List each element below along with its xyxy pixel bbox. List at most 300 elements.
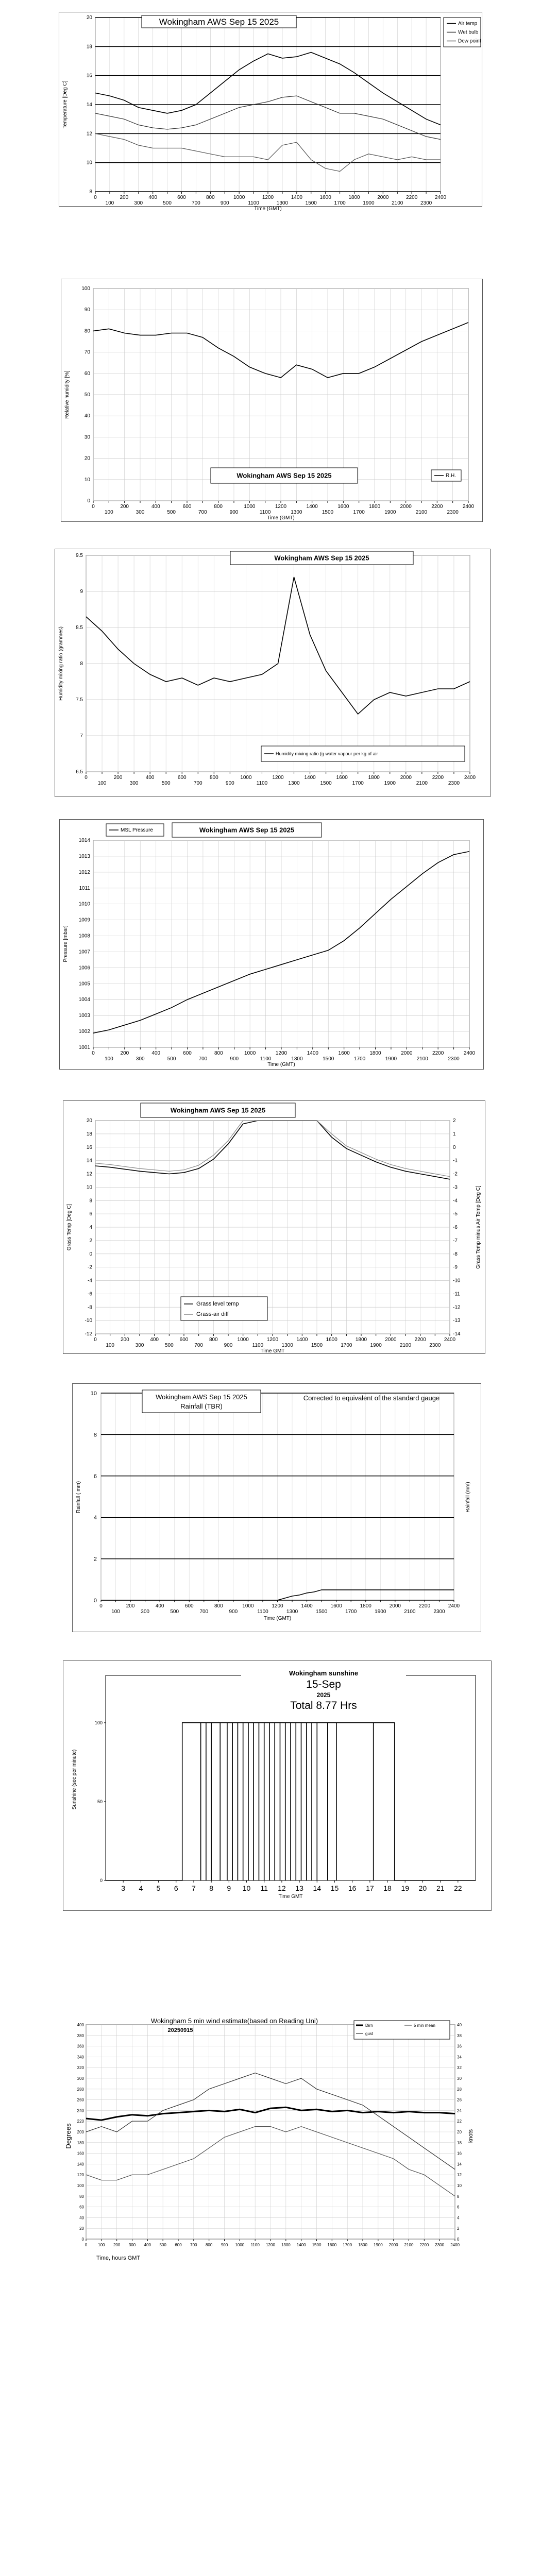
x-tick-label: 1700: [345, 1609, 357, 1615]
sunshine-chart: [63, 1661, 491, 1910]
x-tick-label: 500: [159, 2243, 166, 2247]
x-tick-label: 0: [92, 504, 95, 510]
y2-tick-label: -4: [453, 1198, 458, 1204]
temperature-chart: [59, 12, 482, 212]
x-tick-label: 2100: [404, 1609, 416, 1615]
x-tick-label: 1500: [316, 1609, 328, 1615]
y-axis-label: Rainfall ( mm): [76, 1481, 81, 1514]
x-tick-label: 200: [120, 1337, 129, 1343]
x-tick-label: 2100: [392, 200, 403, 206]
x-tick-label: 1300: [291, 510, 302, 515]
x-tick-label: 14: [313, 1884, 322, 1892]
x-tick-label: 800: [214, 1050, 223, 1056]
x-axis-label: Time (GMT): [254, 206, 282, 212]
y-tick-label: 100: [94, 1720, 103, 1725]
y-tick-label: 0: [81, 2237, 84, 2242]
x-tick-label: 1200: [266, 2243, 275, 2247]
x-tick-label: 1500: [320, 781, 332, 786]
x-tick-label: 2400: [464, 775, 476, 781]
x-tick-label: 1500: [305, 200, 317, 206]
x-tick-label: 1600: [327, 2243, 337, 2247]
y-tick-label: 1006: [78, 965, 90, 971]
y2-tick-label: 34: [457, 2055, 462, 2060]
y2-tick-label: -7: [453, 1238, 458, 1244]
x-tick-label: 13: [295, 1884, 303, 1892]
mixing-ratio-chart: [55, 549, 490, 796]
x-tick-label: 900: [229, 510, 239, 515]
x-tick-label: 600: [177, 195, 186, 200]
y-tick-label: 8: [93, 1432, 97, 1438]
y-tick-label: 140: [77, 2162, 84, 2167]
y-tick-label: 200: [77, 2130, 84, 2134]
y-tick-label: 260: [77, 2097, 84, 2103]
x-tick-label: 400: [150, 1337, 159, 1343]
chart-date: 20250915: [167, 2027, 193, 2033]
x-tick-label: 2300: [448, 781, 460, 786]
x-tick-label: 1100: [250, 2243, 260, 2247]
x-tick-label: 0: [84, 2243, 88, 2247]
x-axis-label: Time (GMT): [267, 1062, 295, 1067]
x-tick-label: 2200: [432, 1050, 444, 1056]
y-tick-label: 30: [84, 434, 90, 440]
x-tick-label: 5: [156, 1884, 161, 1892]
y-tick-label: 280: [77, 2087, 84, 2092]
x-tick-label: 22: [454, 1884, 462, 1892]
y2-tick-label: -5: [453, 1211, 458, 1217]
x-axis-label: Time, hours GMT: [96, 2255, 141, 2261]
x-tick-label: 0: [99, 1603, 103, 1609]
legend-label: Humidity mixing ratio (g water vapour per kg of air: [276, 751, 378, 756]
x-tick-label: 100: [98, 2243, 105, 2247]
x-tick-label: 1600: [319, 195, 331, 200]
x-tick-label: 6: [174, 1884, 178, 1892]
x-tick-label: 1600: [337, 504, 349, 510]
x-tick-label: 1900: [385, 1056, 397, 1062]
x-tick-label: 19: [401, 1884, 410, 1892]
grass-temp-chart-panel: [63, 1100, 485, 1354]
y-tick-label: 4: [89, 1225, 92, 1230]
chart-year: 2025: [316, 1691, 331, 1699]
x-tick-label: 1500: [322, 510, 334, 515]
x-tick-label: 2400: [448, 1603, 460, 1609]
x-tick-label: 600: [175, 2243, 182, 2247]
y-tick-label: 80: [79, 2194, 84, 2199]
y-tick-label: 70: [84, 349, 90, 355]
y2-tick-label: -12: [453, 1304, 461, 1311]
y2-tick-label: -13: [453, 1318, 461, 1324]
x-tick-label: 400: [151, 504, 160, 510]
x-tick-label: 1200: [272, 775, 284, 781]
y2-tick-label: -6: [453, 1225, 458, 1230]
y-tick-label: 1012: [78, 869, 90, 875]
x-tick-label: 700: [198, 510, 207, 515]
x-tick-label: 1800: [355, 1337, 367, 1343]
x-tick-label: 1600: [330, 1603, 342, 1609]
x-tick-label: 1700: [353, 510, 365, 515]
y-tick-label: -6: [88, 1291, 92, 1297]
x-tick-label: 900: [230, 1056, 239, 1062]
y-tick-label: 20: [79, 2226, 84, 2231]
x-tick-label: 1600: [336, 775, 348, 781]
x-tick-label: 1300: [288, 781, 300, 786]
y-tick-label: 80: [84, 328, 90, 334]
x-tick-label: 1600: [326, 1337, 337, 1343]
x-tick-label: 2300: [429, 1343, 441, 1348]
x-tick-label: 300: [129, 781, 139, 786]
y-tick-label: 9.5: [76, 553, 83, 558]
y2-tick-label: 28: [457, 2087, 462, 2092]
y-tick-label: 1008: [78, 933, 90, 939]
y-tick-label: 6.5: [76, 769, 83, 775]
y-tick-label: 1011: [79, 885, 90, 891]
y-tick-label: 40: [84, 413, 90, 419]
x-axis-label: Time (GMT): [263, 1616, 292, 1621]
x-tick-label: 900: [221, 2243, 228, 2247]
wind-chart: [64, 2018, 477, 2268]
x-tick-label: 1000: [235, 2243, 245, 2247]
x-tick-label: 1000: [244, 1050, 256, 1056]
x-tick-label: 2100: [399, 1343, 412, 1348]
x-tick-label: 1400: [296, 1337, 308, 1343]
y-tick-label: 50: [97, 1799, 103, 1804]
x-tick-label: 2000: [400, 775, 412, 781]
x-tick-label: 2000: [385, 1337, 397, 1343]
x-tick-label: 2100: [416, 781, 428, 786]
y-tick-label: 220: [77, 2119, 84, 2124]
y2-tick-label: 2: [457, 2226, 460, 2231]
y-tick-label: 20: [86, 1118, 92, 1124]
x-tick-label: 800: [209, 775, 218, 781]
y-tick-label: 4: [93, 1515, 97, 1521]
pressure-chart: [60, 820, 483, 1069]
x-tick-label: 100: [97, 781, 107, 786]
y2-tick-label: 10: [457, 2183, 462, 2188]
y-tick-label: 100: [77, 2183, 84, 2188]
y-tick-label: 40: [79, 2215, 84, 2221]
y2-tick-label: -3: [453, 1184, 458, 1191]
x-tick-label: 1700: [341, 1343, 352, 1348]
x-tick-label: 500: [161, 781, 171, 786]
x-tick-label: 1300: [281, 1343, 293, 1348]
x-tick-label: 1800: [368, 775, 380, 781]
chart-title: Wokingham AWS Sep 15 2025: [156, 1393, 247, 1401]
x-tick-label: 800: [214, 504, 223, 510]
x-tick-label: 11: [260, 1884, 268, 1892]
y-tick-label: 0: [99, 1878, 103, 1883]
y-tick-label: 8: [89, 189, 92, 195]
y-tick-label: 2: [89, 1238, 92, 1244]
x-tick-label: 2300: [420, 200, 432, 206]
x-tick-label: 1400: [291, 195, 302, 200]
y-axis-label: Pressure [mbar]: [63, 925, 69, 962]
x-tick-label: 2400: [434, 195, 447, 200]
y2-tick-label: 20: [457, 2130, 462, 2134]
y2-tick-label: 1: [453, 1131, 456, 1137]
y2-tick-label: 38: [457, 2033, 462, 2038]
y-tick-label: 1004: [78, 997, 90, 1003]
x-tick-label: 1900: [384, 510, 396, 515]
x-tick-label: 1200: [266, 1337, 279, 1343]
x-tick-label: 100: [105, 1056, 113, 1062]
x-tick-label: 1900: [384, 781, 396, 786]
y-axis-label: Humidity mixing ratio (grammes): [58, 626, 64, 701]
x-tick-label: 600: [184, 1603, 194, 1609]
x-tick-label: 1700: [353, 1056, 366, 1062]
x-tick-label: 600: [177, 775, 187, 781]
x-tick-label: 500: [170, 1609, 179, 1615]
mixing-ratio-chart-panel: [55, 549, 491, 797]
y2-tick-label: 22: [457, 2119, 462, 2124]
x-tick-label: 400: [148, 195, 158, 200]
chart-subtitle: Rainfall (TBR): [180, 1402, 223, 1410]
x-tick-label: 700: [192, 200, 200, 206]
x-tick-label: 0: [94, 195, 97, 200]
y2-tick-label: 16: [457, 2151, 462, 2156]
rainfall-chart-panel: [72, 1383, 481, 1632]
y-tick-label: -10: [84, 1318, 92, 1324]
x-tick-label: 1700: [352, 781, 364, 786]
legend-label: MSL Pressure: [121, 827, 153, 833]
y-tick-label: 20: [86, 15, 92, 21]
x-tick-label: 2300: [435, 2243, 445, 2247]
x-tick-label: 1900: [375, 1609, 386, 1615]
legend-label: Dirn: [365, 2023, 373, 2028]
x-tick-label: 200: [120, 195, 129, 200]
x-tick-label: 2000: [401, 1050, 413, 1056]
x-tick-label: 700: [194, 1343, 204, 1348]
y-axis-label: Degrees: [64, 2123, 72, 2149]
legend-label: Grass-air diff: [196, 1311, 229, 1317]
y-tick-label: 120: [77, 2173, 84, 2178]
x-tick-label: 1200: [275, 1050, 288, 1056]
x-tick-label: 1200: [262, 195, 274, 200]
x-tick-label: 1400: [306, 504, 318, 510]
y2-tick-label: 18: [457, 2140, 462, 2145]
x-tick-label: 2100: [415, 510, 428, 515]
y-tick-label: 20: [84, 455, 90, 462]
x-tick-label: 600: [179, 1337, 189, 1343]
y2-tick-label: 2: [453, 1118, 456, 1124]
y-tick-label: 16: [86, 73, 92, 79]
x-tick-label: 12: [278, 1884, 286, 1892]
x-tick-label: 900: [220, 200, 229, 206]
x-tick-label: 1900: [363, 200, 375, 206]
y-tick-label: 6: [93, 1473, 97, 1480]
x-tick-label: 21: [436, 1884, 445, 1892]
y-tick-label: 8: [80, 661, 83, 667]
x-tick-label: 2300: [448, 1056, 460, 1062]
x-tick-label: 900: [226, 781, 234, 786]
y2-tick-label: -8: [453, 1251, 458, 1257]
x-tick-label: 1200: [275, 504, 287, 510]
x-tick-label: 20: [418, 1884, 427, 1892]
x-tick-label: 2200: [432, 775, 444, 781]
y-tick-label: 18: [86, 44, 92, 50]
y-tick-label: -12: [84, 1331, 92, 1337]
y-tick-label: 10: [86, 1184, 92, 1191]
y-axis-label: Sunshine (sec per minute): [72, 1749, 77, 1810]
y-tick-label: 10: [86, 160, 92, 166]
x-tick-label: 2200: [414, 1337, 426, 1343]
x-tick-label: 2300: [447, 510, 459, 515]
x-tick-label: 800: [206, 195, 215, 200]
y2-tick-label: -9: [453, 1264, 458, 1270]
y-tick-label: -4: [88, 1278, 92, 1284]
chart-title: Wokingham AWS Sep 15 2025: [274, 554, 369, 562]
y-tick-label: 1001: [78, 1045, 90, 1050]
chart-title: Wokingham AWS Sep 15 2025: [170, 1106, 266, 1114]
x-tick-label: 1100: [259, 510, 271, 515]
wind-chart-panel: [64, 2018, 477, 2268]
x-tick-label: 400: [155, 1603, 164, 1609]
chart-total: Total 8.77 Hrs: [290, 1700, 357, 1711]
humidity-chart: [61, 279, 482, 521]
x-tick-label: 2200: [418, 1603, 431, 1609]
y-tick-label: 380: [77, 2033, 84, 2038]
y-tick-label: 300: [77, 2076, 84, 2081]
y-axis-label: Grass Temp [Deg C]: [66, 1204, 72, 1251]
x-tick-label: 9: [227, 1884, 231, 1892]
chart-title: Wokingham 5 min wind estimate(based on Reading Uni): [150, 2017, 318, 2025]
x-tick-label: 8: [209, 1884, 214, 1892]
y-tick-label: 9: [80, 589, 83, 595]
x-tick-label: 2200: [431, 504, 443, 510]
x-tick-label: 2400: [450, 2243, 460, 2247]
x-tick-label: 500: [167, 510, 176, 515]
chart-title: Wokingham AWS Sep 15 2025: [159, 16, 279, 27]
legend-label: Air temp: [458, 21, 478, 27]
y2-tick-label: 26: [457, 2097, 462, 2103]
x-tick-label: 700: [190, 2243, 197, 2247]
y-tick-label: 8: [89, 1198, 92, 1204]
x-tick-label: 0: [92, 1050, 95, 1056]
x-tick-label: 900: [229, 1609, 238, 1615]
x-tick-label: 100: [106, 1343, 115, 1348]
x-tick-label: 600: [183, 1050, 192, 1056]
x-tick-label: 900: [224, 1343, 233, 1348]
y-tick-label: 16: [86, 1144, 92, 1150]
x-tick-label: 2400: [444, 1337, 456, 1343]
chart-title: Wokingham AWS Sep 15 2025: [199, 826, 295, 834]
x-tick-label: 1300: [291, 1056, 303, 1062]
y2-axis-label: Rainfall (mm): [465, 1482, 471, 1513]
y-tick-label: 0: [93, 1598, 97, 1604]
x-tick-label: 200: [120, 504, 129, 510]
x-tick-label: 1800: [358, 2243, 367, 2247]
x-tick-label: 18: [383, 1884, 392, 1892]
y-tick-label: 7: [80, 733, 83, 739]
x-tick-label: 800: [205, 2243, 213, 2247]
y2-tick-label: 6: [457, 2205, 460, 2210]
x-tick-label: 2100: [416, 1056, 428, 1062]
y-tick-label: 1013: [78, 853, 90, 859]
x-tick-label: 200: [113, 775, 123, 781]
x-tick-label: 100: [104, 510, 113, 515]
y-tick-label: 8.5: [76, 625, 83, 631]
x-tick-label: 1100: [252, 1343, 264, 1348]
y-tick-label: 1009: [78, 917, 90, 923]
x-tick-label: 1100: [248, 200, 259, 206]
y-tick-label: 2: [93, 1556, 97, 1563]
y-tick-label: -2: [88, 1264, 92, 1270]
y2-tick-label: 24: [457, 2108, 462, 2113]
x-tick-label: 300: [135, 1343, 144, 1348]
y2-tick-label: 36: [457, 2044, 462, 2049]
x-tick-label: 300: [134, 200, 143, 206]
y-tick-label: -8: [88, 1304, 92, 1311]
x-tick-label: 7: [192, 1884, 196, 1892]
y2-tick-label: -2: [453, 1171, 458, 1177]
humidity-chart-panel: [61, 279, 483, 522]
x-tick-label: 2000: [400, 504, 412, 510]
y-tick-label: 1014: [78, 838, 90, 843]
x-tick-label: 1800: [368, 504, 381, 510]
x-tick-label: 3: [121, 1884, 126, 1892]
legend-label: 5 min mean: [414, 2023, 435, 2028]
y-tick-label: 400: [77, 2023, 84, 2027]
x-tick-label: 500: [167, 1056, 176, 1062]
x-tick-label: 1800: [360, 1603, 371, 1609]
x-tick-label: 1000: [237, 1337, 249, 1343]
x-tick-label: 1500: [312, 2243, 322, 2247]
x-tick-label: 1000: [240, 775, 252, 781]
y2-tick-label: -11: [453, 1291, 460, 1297]
y2-tick-label: 4: [457, 2215, 460, 2221]
x-tick-label: 1000: [242, 1603, 254, 1609]
y2-tick-label: 14: [457, 2162, 462, 2167]
x-tick-label: 1400: [304, 775, 316, 781]
legend-label: Wet bulb: [458, 29, 479, 36]
chart-date: 15-Sep: [306, 1679, 341, 1690]
y2-axis-label: knots: [468, 2129, 474, 2143]
x-tick-label: 300: [136, 510, 145, 515]
x-tick-label: 2200: [406, 195, 418, 200]
y-tick-label: 1010: [78, 901, 90, 907]
x-tick-label: 400: [145, 775, 155, 781]
x-tick-label: 500: [164, 1343, 174, 1348]
legend-label: gust: [365, 2031, 374, 2036]
x-tick-label: 1300: [286, 1609, 298, 1615]
y-tick-label: 1007: [78, 949, 90, 955]
x-tick-label: 2400: [463, 1050, 476, 1056]
y-tick-label: 160: [77, 2151, 84, 2156]
y-axis-label: Relative humidity [%]: [64, 370, 70, 419]
y2-tick-label: 8: [457, 2194, 460, 2199]
rainfall-chart: [73, 1384, 481, 1632]
x-tick-label: 15: [330, 1884, 339, 1892]
x-tick-label: 100: [105, 200, 114, 206]
x-tick-label: 1400: [296, 2243, 306, 2247]
x-tick-label: 1400: [301, 1603, 313, 1609]
x-tick-label: 1600: [338, 1050, 350, 1056]
x-tick-label: 2100: [404, 2243, 414, 2247]
y-tick-label: 1003: [78, 1013, 90, 1019]
y2-tick-label: -10: [453, 1278, 461, 1284]
y-tick-label: 320: [77, 2065, 84, 2071]
y-tick-label: 50: [84, 392, 90, 398]
x-tick-label: 1000: [244, 504, 256, 510]
x-tick-label: 2000: [388, 2243, 398, 2247]
y2-tick-label: 32: [457, 2065, 462, 2071]
x-tick-label: 600: [182, 504, 192, 510]
x-tick-label: 2200: [419, 2243, 429, 2247]
y-tick-label: 12: [86, 131, 92, 137]
y-tick-label: 100: [81, 286, 90, 292]
x-tick-label: 2300: [433, 1609, 445, 1615]
sunshine-chart-panel: [63, 1660, 492, 1911]
y-tick-label: 14: [86, 102, 92, 108]
y2-tick-label: 12: [457, 2173, 462, 2178]
